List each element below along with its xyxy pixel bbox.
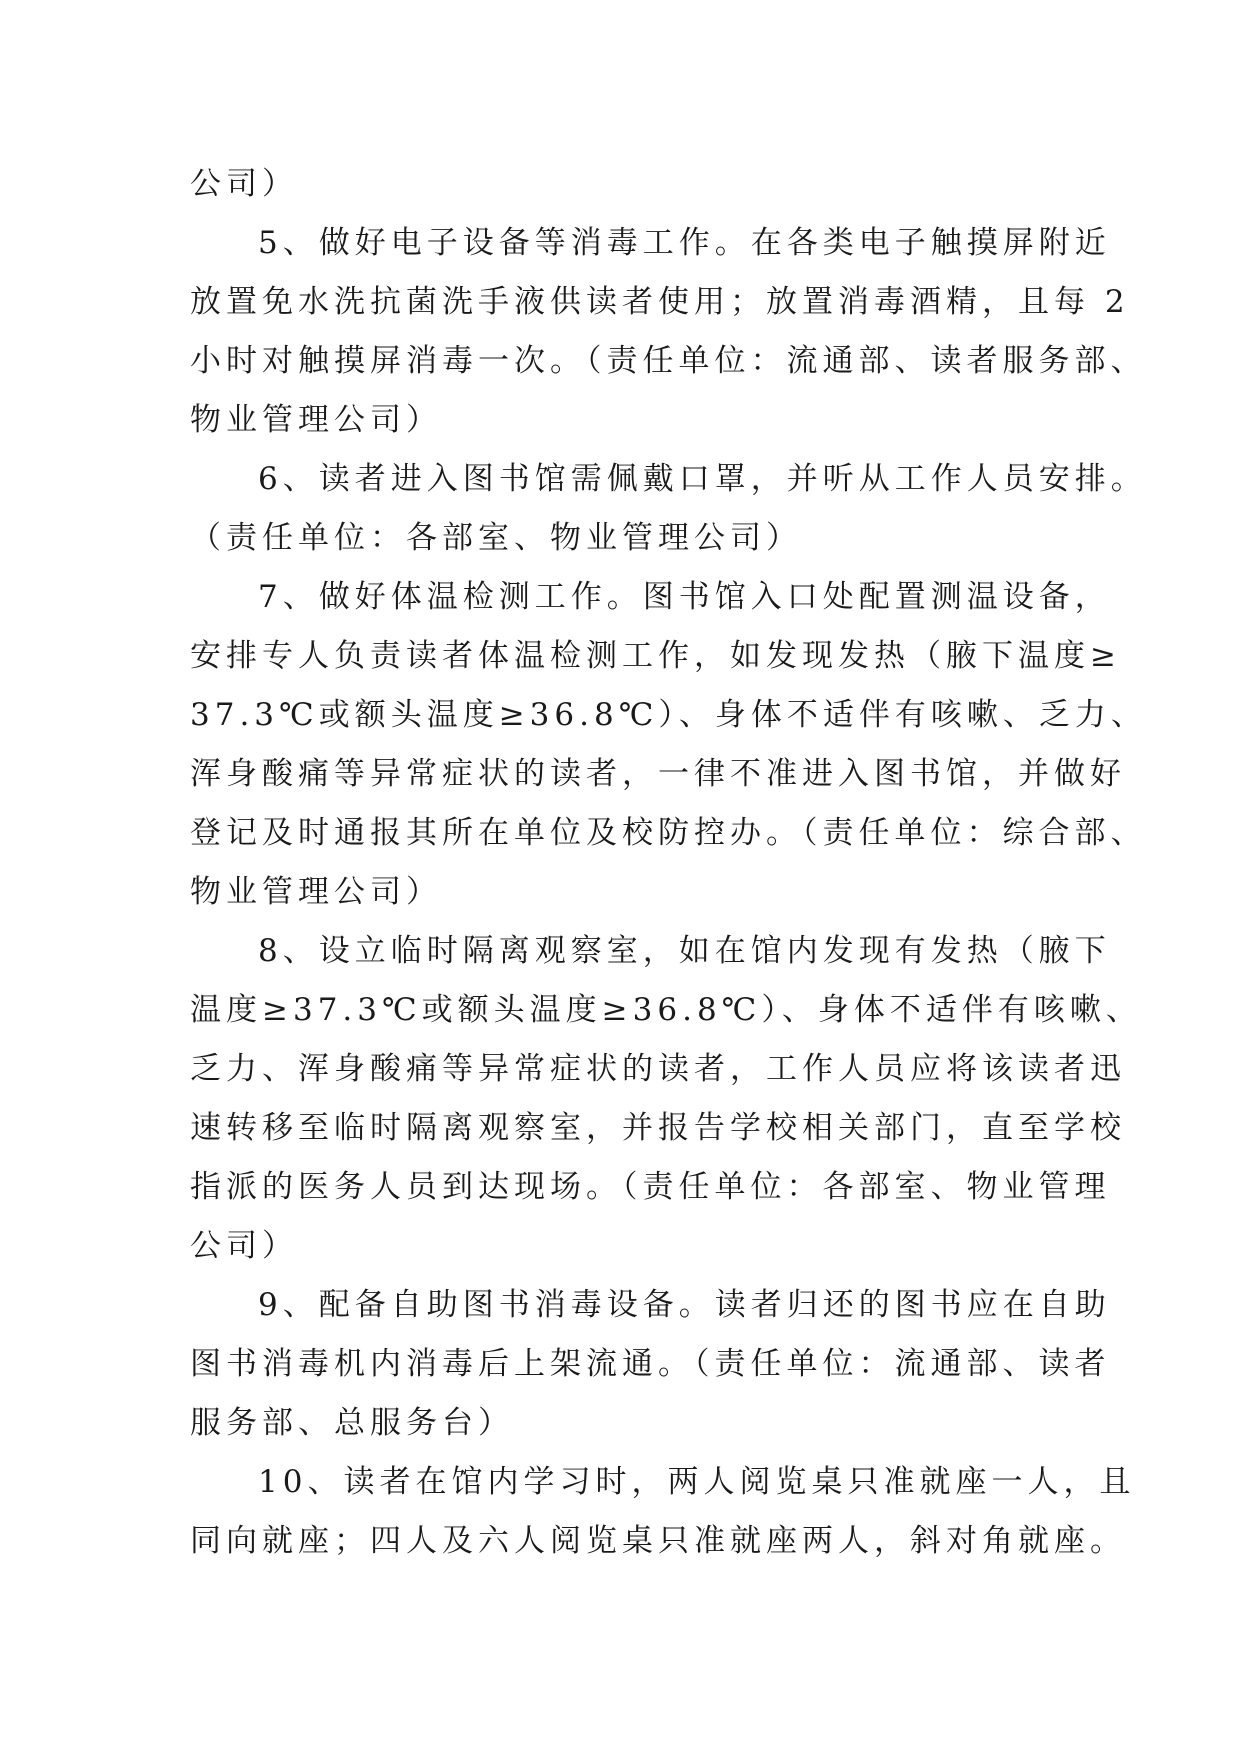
text-line: 6、读者进入图书馆需佩戴口罩，并听从工作人员安排。 <box>258 461 1147 497</box>
text-line: 10、读者在馆内学习时，两人阅览桌只准就座一人，且 <box>258 1464 1136 1500</box>
text-line: 8、设立临时隔离观察室，如在馆内发现有发热（腋下 <box>258 933 1111 969</box>
text-line: 服务部、总服务台） <box>190 1405 514 1441</box>
text-line: 登记及时通报其所在单位及校防控办。（责任单位：综合部、 <box>190 815 1147 851</box>
text-line: 浑身酸痛等异常症状的读者，一律不准进入图书馆，并做好 <box>190 756 1126 792</box>
text-line: 公司） <box>190 1228 298 1264</box>
text-line: 放置免水洗抗菌洗手液供读者使用；放置消毒酒精，且每 2 <box>190 284 1130 320</box>
text-line: 同向就座；四人及六人阅览桌只准就座两人，斜对角就座。 <box>190 1523 1126 1559</box>
text-line: （责任单位：各部室、物业管理公司） <box>190 520 802 556</box>
text-line: 小时对触摸屏消毒一次。（责任单位：流通部、读者服务部、 <box>190 343 1147 379</box>
text-line: 物业管理公司） <box>190 402 442 438</box>
text-line: 温度≥37.3℃或额头温度≥36.8℃）、身体不适伴有咳嗽、 <box>190 992 1142 1028</box>
text-line: 7、做好体温检测工作。图书馆入口处配置测温设备， <box>258 579 1111 615</box>
text-line: 图书消毒机内消毒后上架流通。（责任单位：流通部、读者 <box>190 1346 1111 1382</box>
text-line: 公司） <box>190 166 298 202</box>
text-line: 9、配备自助图书消毒设备。读者归还的图书应在自助 <box>258 1287 1111 1323</box>
text-line: 安排专人负责读者体温检测工作，如发现发热（腋下温度≥ <box>190 638 1121 674</box>
text-line: 速转移至临时隔离观察室，并报告学校相关部门，直至学校 <box>190 1110 1126 1146</box>
text-line: 物业管理公司） <box>190 874 442 910</box>
text-line: 乏力、浑身酸痛等异常症状的读者，工作人员应将该读者迅 <box>190 1051 1126 1087</box>
text-line: 5、做好电子设备等消毒工作。在各类电子触摸屏附近 <box>258 225 1111 261</box>
text-line: 37.3℃或额头温度≥36.8℃）、身体不适伴有咳嗽、乏力、 <box>190 697 1147 733</box>
text-line: 指派的医务人员到达现场。（责任单位：各部室、物业管理 <box>190 1169 1111 1205</box>
